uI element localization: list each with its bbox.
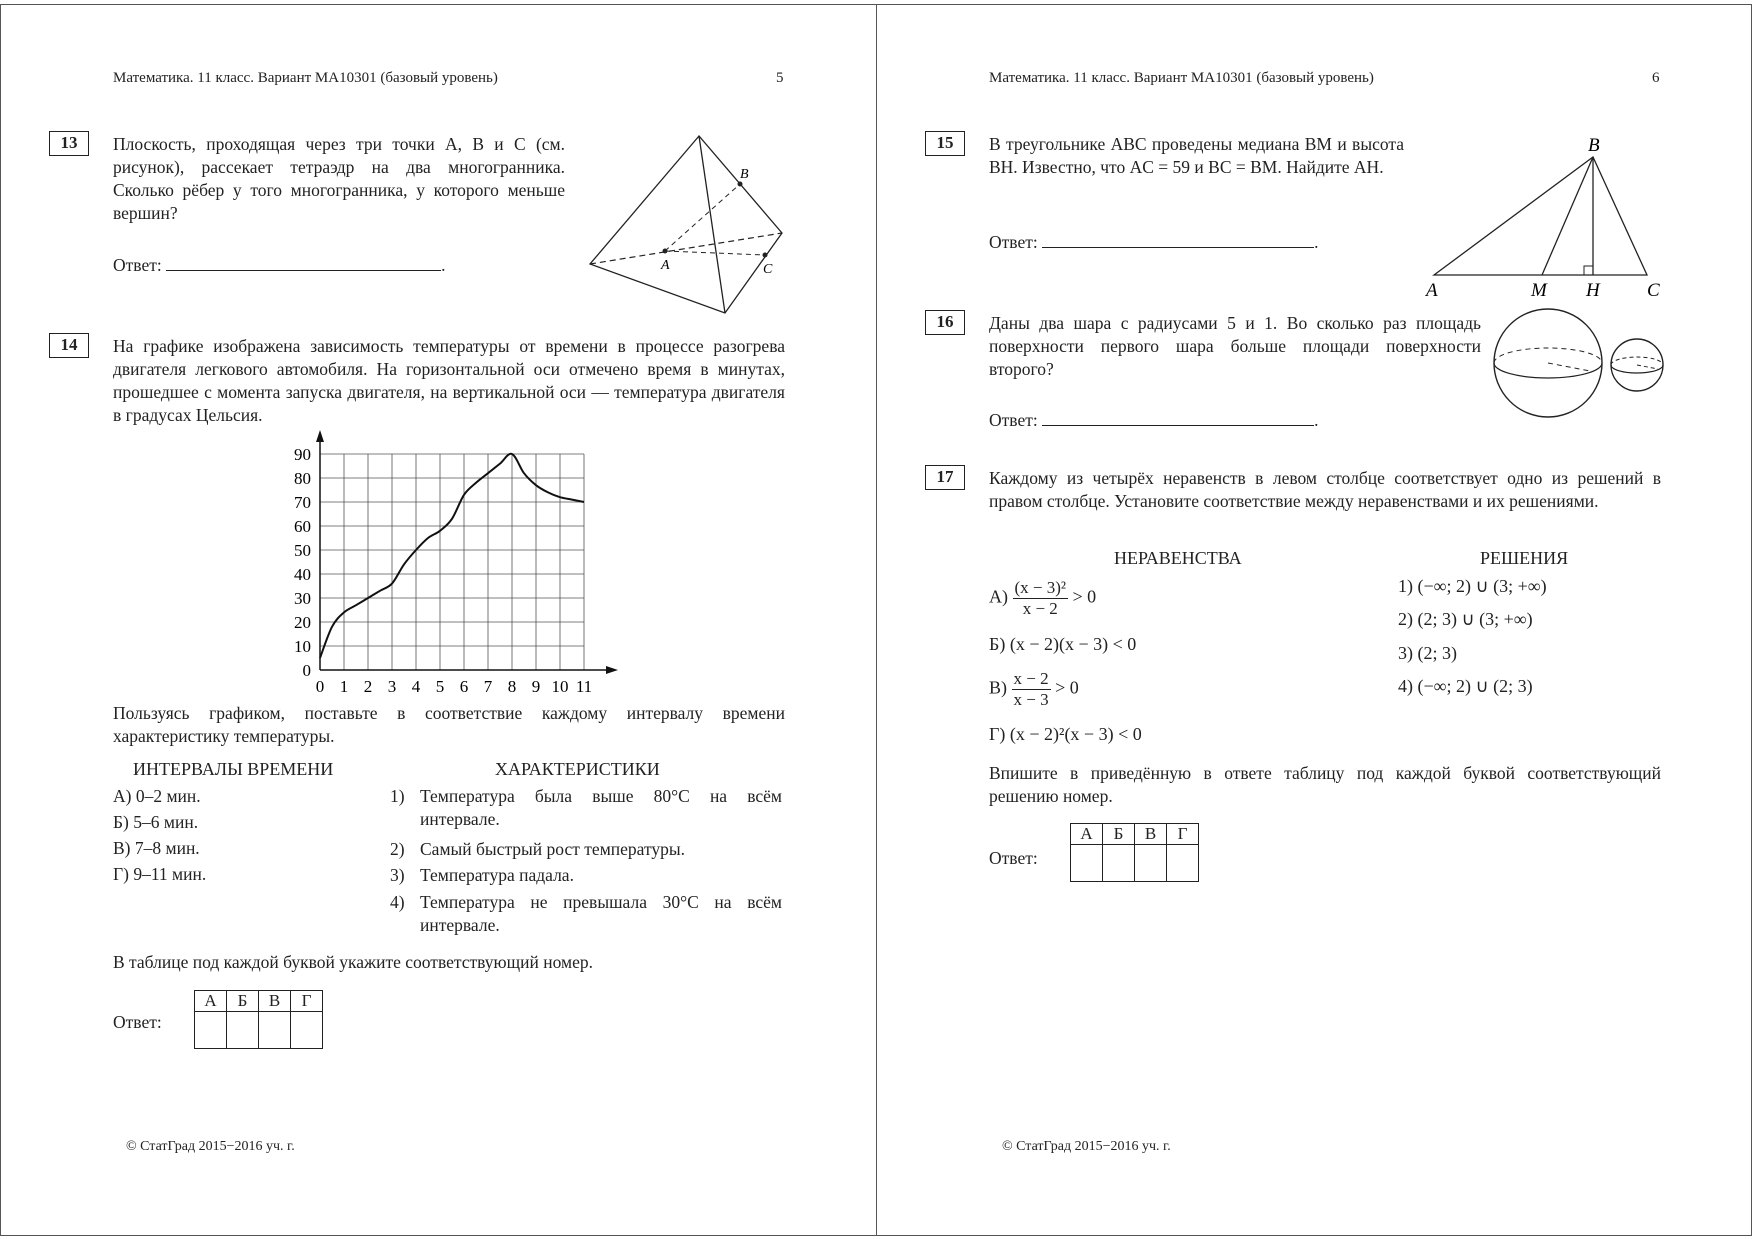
answer-col-b: Б: [227, 991, 259, 1012]
label-m: M: [1531, 280, 1547, 301]
chart-axes: [316, 430, 618, 674]
characteristic-1-num: 1): [390, 786, 405, 806]
question-14-table-instruction: В таблице под каждой буквой укажите соответствующий номер.: [113, 952, 593, 972]
median-bm: [1542, 157, 1593, 275]
question-13-number: 13: [49, 131, 89, 156]
characteristic-3-num: 3): [390, 865, 405, 885]
large-sphere-equator-back: [1494, 348, 1602, 363]
x-tick-label: 3: [387, 677, 397, 696]
label-c: C: [763, 262, 773, 277]
answer-cell-b[interactable]: [1103, 845, 1135, 882]
question-14-text: На графике изображена зависимость температуры от времени в процессе разогрева двигателя легкового автомобиля. На горизонтальной оси отмечено время в минутах, прошедшее с момента запуска двигателя, на вертикальной оси — температура двигателя в градусах Цельсия.: [113, 336, 785, 425]
question-17-table-instruction: Впишите в приведённую в ответе таблицу под каждой буквой соответствующий решению номер.: [989, 763, 1661, 806]
answer-table-14: [194, 990, 323, 1049]
inequality-v: В) $\frac{x - 2}{x - 3}$ > 0: [989, 669, 1079, 709]
section-line-ac: [665, 251, 765, 255]
characteristics-heading: ХАРАКТЕРИСТИКИ: [495, 759, 660, 779]
question-14-number: 14: [49, 333, 89, 358]
right-page-number: 6: [1652, 70, 1660, 86]
question-15-answer: Ответ: .: [989, 232, 1319, 252]
x-tick-label: 0: [315, 677, 325, 696]
answer-cell-v[interactable]: [1135, 845, 1167, 882]
inequality-g: Г) (x − 2)²(x − 3) < 0: [989, 724, 1142, 744]
left-page-number: 5: [776, 70, 784, 86]
chart-grid: [320, 454, 584, 670]
right-angle-mark: [1584, 266, 1593, 275]
characteristic-3: Температура падала.: [420, 865, 574, 885]
question-17-text: Каждому из четырёх неравенств в левом столбце соответствует одно из решений в правом столбце. Установите соответствие между неравенствами и их решениями.: [989, 468, 1661, 511]
answer-col-b: Б: [1103, 824, 1135, 845]
question-17-number: 17: [925, 465, 965, 490]
answer-col-a: А: [1071, 824, 1103, 845]
solution-4: 4) (−∞; 2) ∪ (2; 3): [1398, 676, 1533, 696]
inequality-b: Б) (x − 2)(x − 3) < 0: [989, 634, 1137, 654]
x-tick-label: 8: [507, 677, 517, 696]
right-page-footer: © СтатГрад 2015−2016 уч. г.: [1002, 1139, 1171, 1154]
answer-label: Ответ:: [989, 410, 1038, 430]
answer-col-a: А: [195, 991, 227, 1012]
x-tick-label: 6: [459, 677, 469, 696]
point-b: [738, 182, 743, 187]
y-tick-label: 70: [294, 493, 311, 512]
question-15-text: В треугольнике ABC проведены медиана BM и высота BH. Известно, что AC = 59 и BC = BM. Найдите AH.: [989, 134, 1404, 177]
inequality-a: А) $\frac{\text{(x − 3)²}}{x - 2}$ > 0: [989, 578, 1097, 618]
characteristic-2: Самый быстрый рост температуры.: [420, 839, 686, 859]
y-tick-label: 30: [294, 589, 311, 608]
x-tick-label: 2: [363, 677, 373, 696]
x-tick-label: 4: [411, 677, 421, 696]
question-13-answer: Ответ: .: [113, 255, 446, 275]
temperature-line: [320, 454, 584, 658]
answer-col-g: Г: [291, 991, 323, 1012]
answer-table-17: [1070, 823, 1199, 882]
x-tick-label: 7: [483, 677, 493, 696]
y-tick-label: 50: [294, 541, 311, 560]
solution-3: 3) (2; 3): [1398, 643, 1457, 663]
small-sphere-equator-front: [1611, 365, 1663, 373]
y-tick-label: 20: [294, 613, 311, 632]
spheres-figure: [1490, 305, 1670, 425]
solutions-heading: РЕШЕНИЯ: [1480, 548, 1569, 568]
answer-label: Ответ:: [989, 232, 1038, 252]
label-a: A: [661, 258, 670, 273]
question-14-instruction: Пользуясь графиком, поставьте в соответствие каждому интервалу времени характеристику температуры.: [113, 703, 785, 746]
answer-cell-a[interactable]: [1071, 845, 1103, 882]
y-tick-label: 60: [294, 517, 311, 536]
interval-b: Б) 5–6 мин.: [113, 812, 199, 832]
answer-cell-g[interactable]: [291, 1012, 323, 1049]
y-tick-label: 10: [294, 637, 311, 656]
x-tick-label: 5: [435, 677, 445, 696]
question-16-number: 16: [925, 310, 965, 335]
y-axis-arrow: [316, 430, 324, 442]
question-16-answer: Ответ: .: [989, 410, 1319, 430]
x-axis-arrow: [606, 666, 618, 674]
interval-g: Г) 9–11 мин.: [113, 864, 207, 884]
x-tick-label: 11: [575, 677, 593, 696]
answer-blank-15[interactable]: [1042, 231, 1314, 248]
label-c: C: [1647, 280, 1660, 301]
intervals-heading: ИНТЕРВАЛЫ ВРЕМЕНИ: [133, 759, 334, 779]
characteristic-4: Температура не превышала 30°С на всём интервале.: [420, 892, 782, 935]
x-tick-label: 9: [531, 677, 541, 696]
interval-v: В) 7–8 мин.: [113, 838, 200, 858]
characteristic-2-num: 2): [390, 839, 405, 859]
small-sphere-radius: [1637, 365, 1658, 369]
x-tick-label: 10: [551, 677, 569, 696]
y-tick-label: 90: [294, 445, 311, 464]
answer-cell-b[interactable]: [227, 1012, 259, 1049]
answer-col-g: Г: [1167, 824, 1199, 845]
point-a: [663, 249, 668, 254]
right-page-header: Математика. 11 класс. Вариант МА10301 (базовый уровень): [989, 70, 1374, 86]
inequalities-heading: НЕРАВЕНСТВА: [1114, 548, 1242, 568]
question-15-number: 15: [925, 131, 965, 156]
answer-label-17: Ответ:: [989, 848, 1038, 868]
x-tick-label: 1: [339, 677, 349, 696]
left-page-header: Математика. 11 класс. Вариант МА10301 (базовый уровень): [113, 70, 498, 86]
label-h: H: [1586, 280, 1600, 301]
answer-cell-g[interactable]: [1167, 845, 1199, 882]
left-page-footer: © СтатГрад 2015−2016 уч. г.: [126, 1139, 295, 1154]
answer-blank-16[interactable]: [1042, 409, 1314, 426]
answer-label-14: Ответ:: [113, 1012, 162, 1032]
triangle-figure: [1420, 130, 1660, 302]
question-13-text: Плоскость, проходящая через три точки A, B и C (см. рисунок), рассекает тетраэдр на два многогранника. Сколько рёбер у того многогранника, у которого меньше вершин?: [113, 134, 565, 223]
label-b: B: [740, 167, 749, 182]
y-tick-label: 0: [302, 661, 311, 680]
interval-a: А) 0–2 мин.: [113, 786, 201, 806]
answer-col-v: В: [259, 991, 291, 1012]
page-divider: [876, 4, 877, 1236]
label-a: A: [1426, 280, 1438, 301]
label-b: B: [1588, 135, 1600, 156]
characteristic-4-num: 4): [390, 892, 405, 912]
tetrahedron-hidden-edge: [590, 233, 782, 264]
answer-col-v: В: [1135, 824, 1167, 845]
characteristic-1: Температура была выше 80°С на всём интервале.: [420, 786, 782, 829]
point-c: [763, 253, 768, 258]
answer-blank-13[interactable]: [166, 254, 441, 271]
temperature-chart: [270, 428, 620, 703]
tetrahedron-edges: [590, 136, 782, 313]
tetrahedron-figure: [580, 125, 800, 320]
small-sphere-equator-back: [1611, 357, 1663, 365]
answer-cell-a[interactable]: [195, 1012, 227, 1049]
y-tick-label: 80: [294, 469, 311, 488]
question-16-text: Даны два шара с радиусами 5 и 1. Во сколько раз площадь поверхности первого шара больше площади поверхности второго?: [989, 313, 1481, 379]
solution-1: 1) (−∞; 2) ∪ (3; +∞): [1398, 576, 1547, 596]
triangle-abc: [1434, 157, 1647, 275]
section-line-ab: [665, 184, 740, 251]
answer-label: Ответ:: [113, 255, 162, 275]
answer-cell-v[interactable]: [259, 1012, 291, 1049]
large-sphere-radius: [1548, 363, 1590, 371]
solution-2: 2) (2; 3) ∪ (3; +∞): [1398, 609, 1533, 629]
y-tick-label: 40: [294, 565, 311, 584]
chart-ticks: [294, 445, 592, 696]
